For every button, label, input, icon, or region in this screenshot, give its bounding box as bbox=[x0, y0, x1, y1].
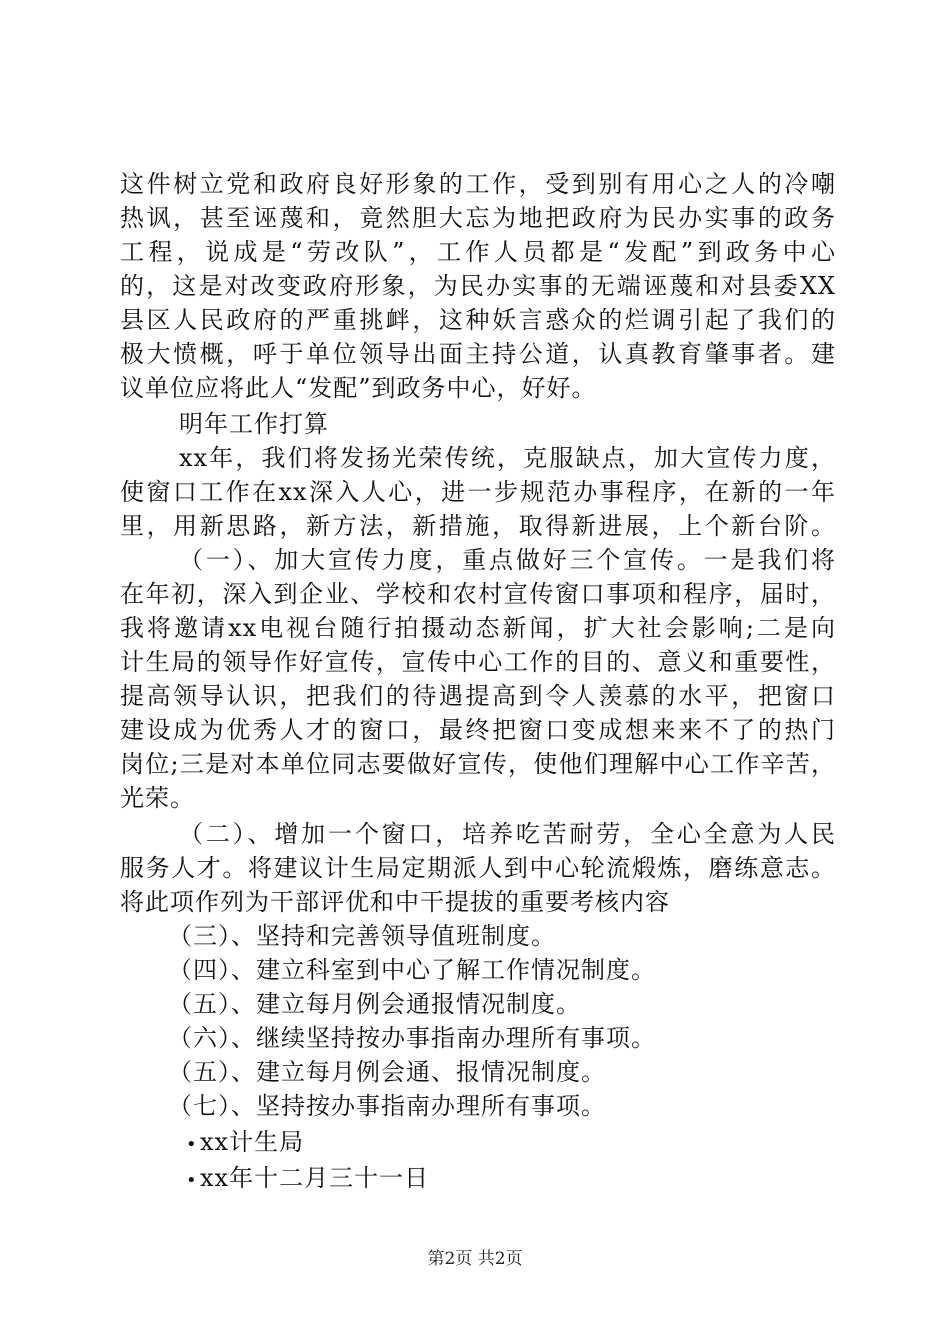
list-item: （五）、建立每月例会通报情况制度。 bbox=[168, 990, 581, 1018]
section-heading: 明年工作打算 bbox=[179, 410, 329, 438]
paragraph-line: 在年初，深入到企业、学校和农村宣传窗口事项和程序，届时， bbox=[120, 580, 836, 608]
organization-name: xx计生局 bbox=[200, 1128, 305, 1156]
paragraph-line: xx年，我们将发扬光荣传统，克服缺点，加大宣传力度， bbox=[179, 444, 836, 472]
paragraph-line: 提高领导认识，把我们的待遇提高到令人羡慕的水平，把窗口 bbox=[120, 682, 836, 710]
list-item: （三）、坚持和完善领导值班制度。 bbox=[168, 922, 556, 950]
signature-organization bbox=[186, 1126, 304, 1158]
bullet-icon: • bbox=[186, 1170, 198, 1191]
paragraph-line: 热讽，甚至诬蔑和，竟然胆大忘为地把政府为民办实事的政务 bbox=[120, 204, 836, 232]
paragraph-line: 光荣。 bbox=[120, 784, 195, 812]
paragraph-line: 建设成为优秀人才的窗口，最终把窗口变成想来来不了的热门 bbox=[120, 716, 836, 744]
paragraph-line: 极大愤概，呼于单位领导出面主持公道，认真教育肇事者。建 bbox=[120, 340, 836, 368]
paragraph-line: 将此项作列为干部评优和中干提拔的重要考核内容 bbox=[120, 888, 670, 916]
paragraph-line: 使窗口工作在xx深入人心，进一步规范办事程序，在新的一年 bbox=[120, 478, 836, 506]
paragraph-line: 服务人才。将建议计生局定期派人到中心轮流煅炼，磨练意志。 bbox=[120, 854, 836, 882]
paragraph-line: 议单位应将此人“发配”到政务中心，好好。 bbox=[120, 374, 597, 402]
paragraph-line: 计生局的领导作好宣传，宣传中心工作的目的、意义和重要性， bbox=[120, 648, 836, 676]
list-item: （七）、坚持按办事指南办理所有事项。 bbox=[168, 1092, 606, 1120]
paragraph-line: 工程，说成是“劳改队”，工作人员都是“发配”到政务中心 bbox=[120, 238, 836, 266]
date-text: xx年十二月三十一日 bbox=[200, 1164, 430, 1192]
paragraph-line: 我将邀请xx电视台随行拍摄动态新闻，扩大社会影响;二是向 bbox=[120, 614, 836, 642]
paragraph-line: （二）、增加一个窗口，培养吃苦耐劳，全心全意为人民 bbox=[179, 820, 836, 848]
paragraph-line: 这件树立党和政府良好形象的工作，受到别有用心之人的冷嘲 bbox=[120, 170, 836, 198]
list-item: （四）、建立科室到中心了解工作情况制度。 bbox=[168, 956, 656, 984]
page-footer: 第2页 共2页 bbox=[427, 1249, 523, 1269]
paragraph-line: 里，用新思路，新方法，新措施，取得新进展，上个新台阶。 bbox=[120, 512, 836, 540]
paragraph-line: 岗位;三是对本单位同志要做好宣传，使他们理解中心工作辛苦， bbox=[120, 750, 836, 778]
list-item: （六）、继续坚持按办事指南办理所有事项。 bbox=[168, 1024, 656, 1052]
paragraph-line: （一）、加大宣传力度，重点做好三个宣传。一是我们将 bbox=[179, 546, 836, 574]
list-item: （五）、建立每月例会通、报情况制度。 bbox=[168, 1058, 606, 1086]
paragraph-line: 的，这是对改变政府形象，为民办实事的无端诬蔑和对县委XX bbox=[120, 272, 836, 300]
signature-date bbox=[186, 1162, 429, 1194]
bullet-icon: • bbox=[186, 1134, 198, 1155]
paragraph-line: 县区人民政府的严重挑衅，这种妖言惑众的烂调引起了我们的 bbox=[120, 306, 836, 334]
